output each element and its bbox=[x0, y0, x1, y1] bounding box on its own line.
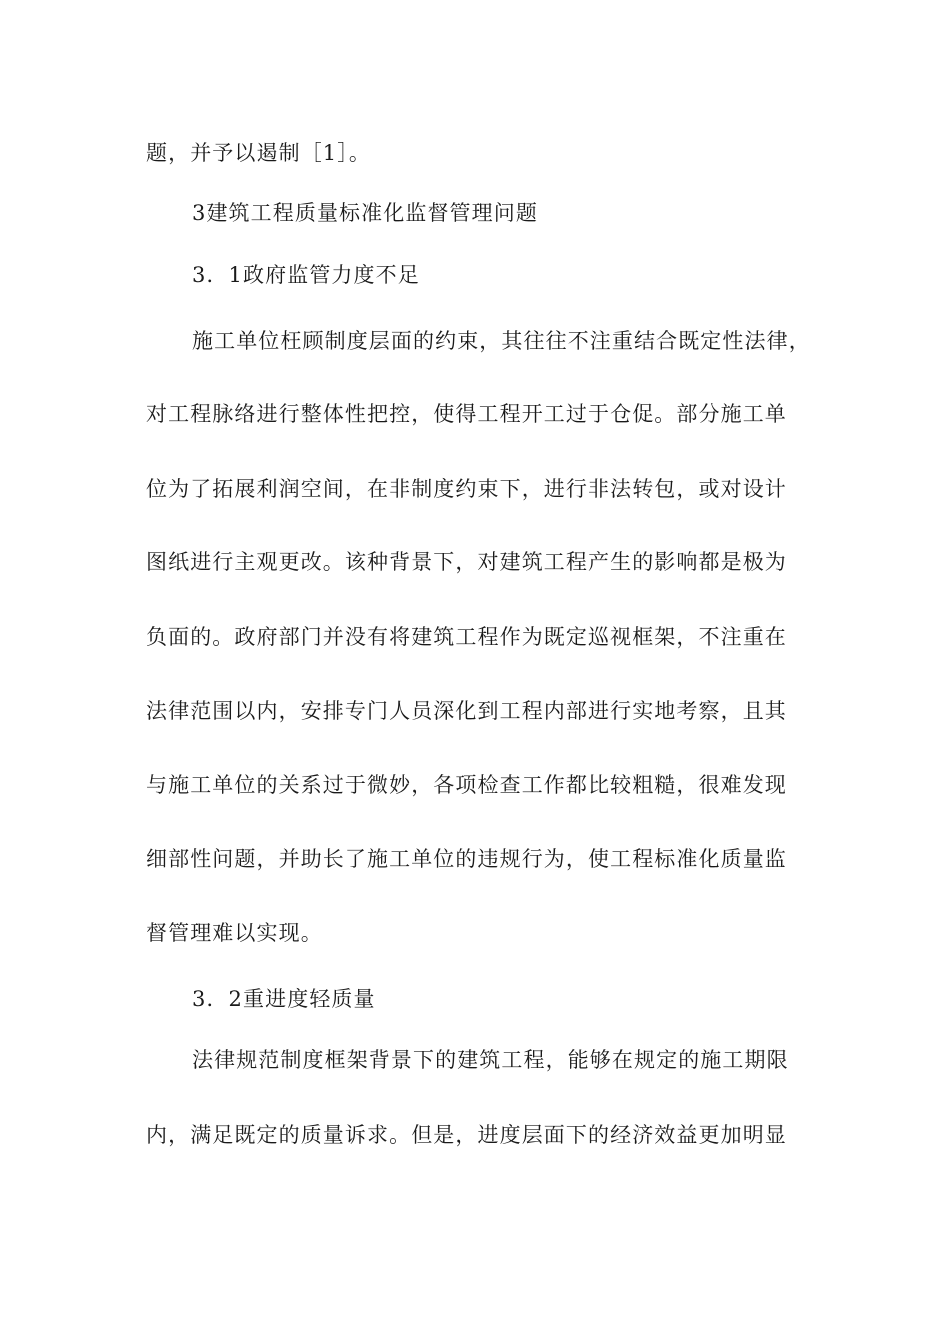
subsection-heading: 3．2重进度轻质量 bbox=[192, 987, 376, 1011]
paragraph-line: 施工单位枉顾制度层面的约束，其往往不注重结合既定性法律， bbox=[192, 329, 811, 353]
paragraph-line: 负面的。政府部门并没有将建筑工程作为既定巡视框架，不注重在 bbox=[146, 625, 787, 649]
paragraph-line: 法律范围以内，安排专门人员深化到工程内部进行实地考察，且其 bbox=[146, 699, 787, 723]
paragraph-line: 内，满足既定的质量诉求。但是，进度层面下的经济效益更加明显 bbox=[146, 1123, 787, 1147]
paragraph-line: 法律规范制度框架背景下的建筑工程，能够在规定的施工期限 bbox=[192, 1048, 789, 1072]
subsection-heading: 3．1政府监管力度不足 bbox=[192, 263, 420, 287]
paragraph-line: 细部性问题，并助长了施工单位的违规行为，使工程标准化质量监 bbox=[146, 847, 787, 871]
paragraph-line: 与施工单位的关系过于微妙，各项检查工作都比较粗糙，很难发现 bbox=[146, 773, 787, 797]
paragraph-line: 对工程脉络进行整体性把控，使得工程开工过于仓促。部分施工单 bbox=[146, 402, 787, 426]
paragraph-line: 图纸进行主观更改。该种背景下，对建筑工程产生的影响都是极为 bbox=[146, 550, 787, 574]
paragraph-line: 位为了拓展利润空间，在非制度约束下，进行非法转包，或对设计 bbox=[146, 477, 787, 501]
paragraph-line: 题，并予以遏制［1］。 bbox=[146, 141, 371, 165]
paragraph-line: 督管理难以实现。 bbox=[146, 921, 323, 945]
section-heading: 3建筑工程质量标准化监督管理问题 bbox=[192, 201, 538, 225]
